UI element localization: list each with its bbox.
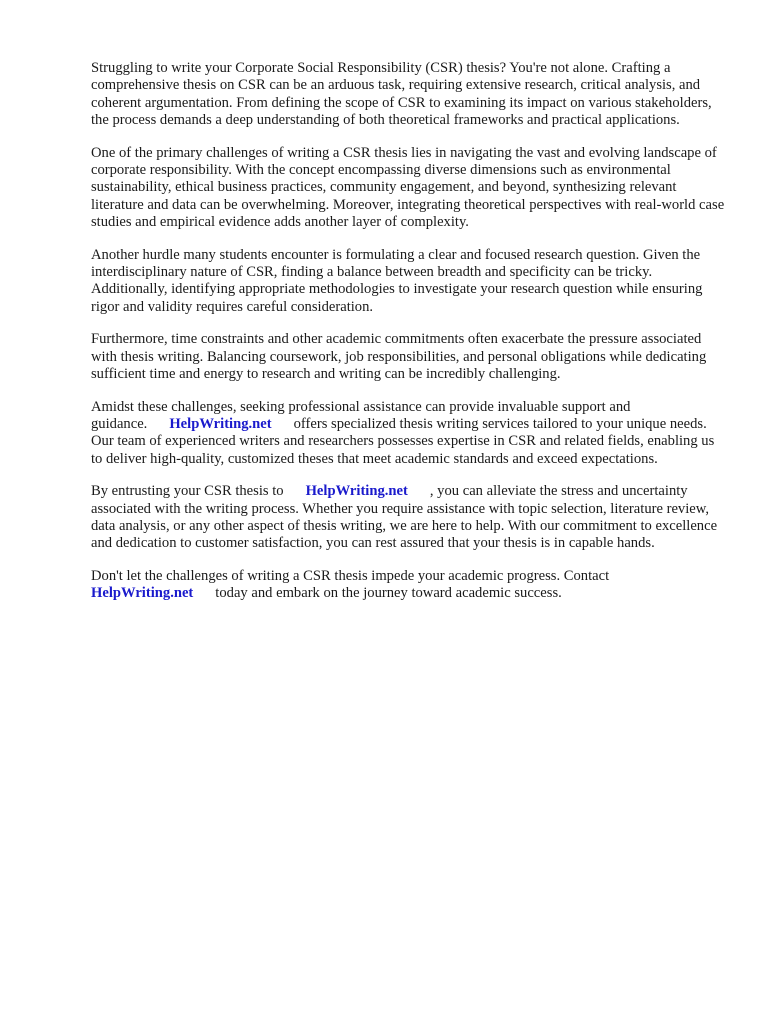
paragraph-assistance-text-before: Amidst these challenges, seeking professional assistance can provide invaluable support and guidance. — [91, 398, 631, 433]
paragraph-research-question: Another hurdle many students encounter is formulating a clear and focused research question. Given the interdisciplinary nature of CSR, finding a balance between breadth and specificity can be tricky. Additionally, identifying appropriate methodologies to investigate your research question while ensuring rigor and validity requires careful consideration. — [91, 246, 703, 315]
paragraph-time-constraints: Furthermore, time constraints and other academic commitments often exacerbate the pressure associated with thesis writing. Balancing coursework, job responsibilities, and personal obligations while dedicating sufficient time and energy to research and writing can be incredibly challenging. — [91, 331, 707, 382]
paragraph-challenges: One of the primary challenges of writing a CSR thesis lies in navigating the vast and evolving landscape of corporate responsibility. With the concept encompassing diverse dimensions such as environmental sustainability, ethical business practices, community engagement, and beyond, synthesizing relevant literature and data can be overwhelming. Moreover, integrating theoretical perspectives with real-world case studies and empirical evidence adds another layer of complexity. — [91, 144, 725, 230]
document-body — [91, 60, 725, 618]
helpwriting-link-1[interactable]: HelpWriting.net — [169, 416, 272, 433]
paragraph-assistance-text-after: offers specialized thesis writing services tailored to your unique needs. Our team of experienced writers and researchers possesses expertise in CSR and related fields, enabling us to deliver high-quality, customized theses that meet academic standards and exceed expectations. — [91, 416, 715, 467]
paragraph-intro: Struggling to write your Corporate Social Responsibility (CSR) thesis? You're not alone. Crafting a comprehensive thesis on CSR can be an arduous task, requiring extensive research, critical analysis, and coherent argumentation. From defining the scope of CSR to examining its impact on various stakeholders, the process demands a deep understanding of both theoretical frameworks and practical applications. — [91, 60, 712, 128]
helpwriting-link-2[interactable]: HelpWriting.net — [305, 483, 408, 500]
paragraph-contact — [91, 568, 725, 603]
paragraph-assistance — [91, 399, 725, 468]
paragraph-entrusting — [91, 483, 725, 552]
paragraph-contact-text-before: Don't let the challenges of writing a CSR thesis impede your academic progress. Contact — [91, 568, 610, 585]
paragraph-contact-text-after: today and embark on the journey toward academic success. — [215, 585, 562, 602]
paragraph-entrusting-text-before: By entrusting your CSR thesis to — [91, 483, 284, 500]
helpwriting-link-3[interactable]: HelpWriting.net — [91, 585, 194, 602]
paragraph-entrusting-text-after: , you can alleviate the stress and uncertainty associated with the writing process. Whether you require assistance with topic selection, literature review, data analysis, or any other aspect of thesis writing, we are here to help. With our commitment to excellence and dedication to customer satisfaction, you can rest assured that your thesis is in capable hands. — [91, 483, 718, 552]
